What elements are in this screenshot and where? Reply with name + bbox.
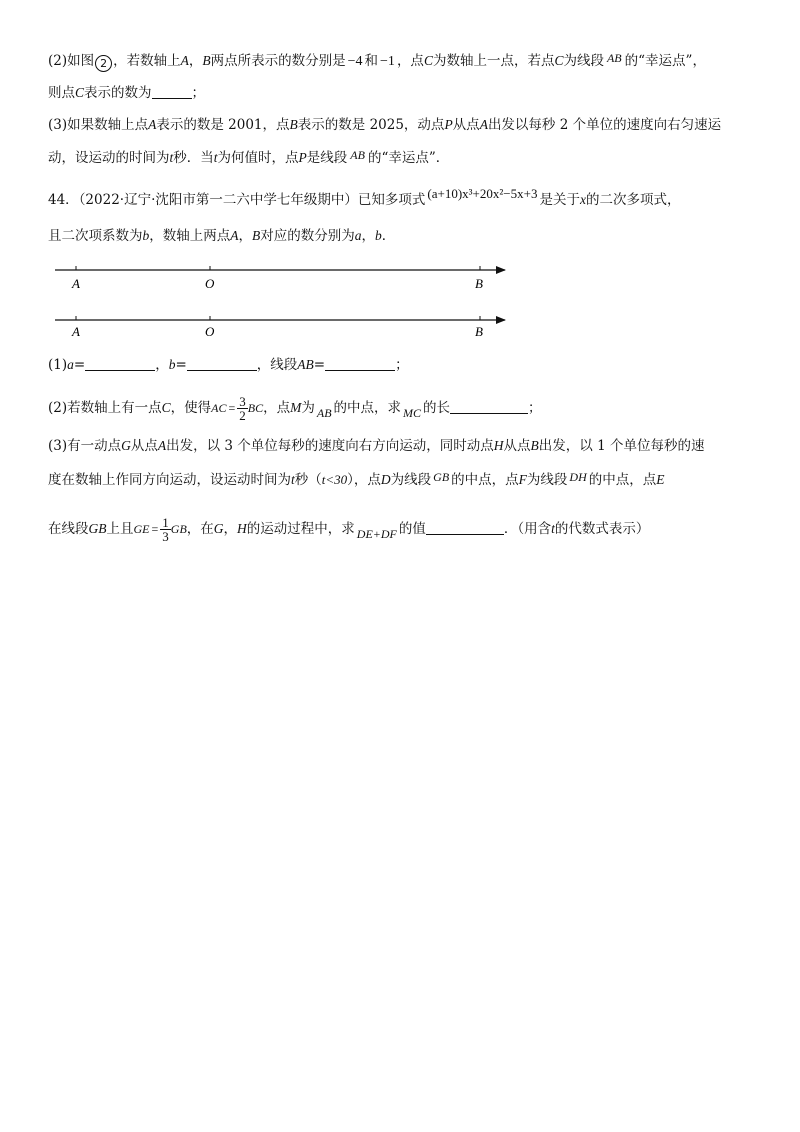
text: 为线段 <box>390 472 432 488</box>
text: 的长 <box>423 400 451 416</box>
text: 为线段 <box>563 53 604 69</box>
segment-ab: AB <box>316 406 332 420</box>
var-t: t <box>169 150 174 165</box>
var-b: B <box>530 438 539 453</box>
text: (2)如图 <box>48 53 95 69</box>
text: ，点 <box>396 53 424 69</box>
question-source: （2022·辽宁·沈阳市第一二六中学七年级期中） <box>78 192 358 208</box>
text: ，在 <box>186 521 214 537</box>
text: ； <box>191 85 206 101</box>
var-c: C <box>75 85 85 100</box>
segment-mc: MC <box>403 406 422 420</box>
expression-de-df: DE+DF <box>356 527 397 541</box>
var-m: M <box>290 400 302 415</box>
text: 动，设运动的时间为 <box>48 150 170 166</box>
text: 的“幸运点”． <box>367 150 450 166</box>
label-a: A <box>72 324 80 339</box>
text: 为 <box>301 400 315 416</box>
number-line-figure <box>0 0 800 360</box>
var-a: A <box>157 438 167 453</box>
segment-ab: AB <box>297 357 314 372</box>
text: 从点 <box>130 438 158 454</box>
var-b: B <box>252 228 261 243</box>
text: (3)如果数轴上点 <box>48 117 149 133</box>
var-b: B <box>202 53 211 68</box>
var-a: a <box>354 228 362 243</box>
var-x: x <box>579 192 586 207</box>
text: 对应的数分别为 <box>260 228 355 244</box>
text: 从点 <box>503 438 531 454</box>
var-h: H <box>493 438 504 453</box>
text: 从点 <box>452 117 480 133</box>
number-neg1: −1 <box>380 54 395 69</box>
var-d: D <box>380 472 391 487</box>
text: ， <box>155 357 169 373</box>
text: 的运动过程中，求 <box>246 521 355 537</box>
text: (3)有一动点 <box>48 438 122 454</box>
text: 表示的数是 2025，动点 <box>297 117 445 133</box>
circled-number: 2 <box>95 55 112 72</box>
text: 秒．当 <box>173 150 214 166</box>
text: 两点所表示的数分别是 <box>210 53 346 69</box>
text: 为线段 <box>526 472 568 488</box>
text: 出发以每秒 2 个单位的速度向右匀速运 <box>487 117 722 133</box>
label-o: O <box>205 324 215 339</box>
var-p: P <box>444 117 453 132</box>
q44-part3-line2 <box>48 468 665 489</box>
var-b: B <box>289 117 298 132</box>
text: 度在数轴上作同方向运动，设运动时间为 <box>48 472 291 488</box>
text: 的中点，点 <box>451 472 519 488</box>
text: ； <box>395 357 409 373</box>
var-a: A <box>479 117 488 132</box>
text: = <box>313 357 326 373</box>
text: ，线段 <box>256 357 298 373</box>
text: 表示的数为 <box>84 85 152 101</box>
text: 的“幸运点”， <box>624 53 706 69</box>
segment-dh: DH <box>569 470 587 484</box>
answer-blank-mc[interactable] <box>450 399 528 414</box>
q44-part2 <box>48 395 542 422</box>
fraction-1-3 <box>160 516 171 543</box>
segment-ab: AB <box>350 148 365 162</box>
text: 在线段 <box>48 521 89 537</box>
var-c: C <box>161 400 171 415</box>
numerator: 3 <box>239 394 246 409</box>
var-c: C <box>554 53 564 68</box>
text: 为何值时，点 <box>217 150 299 166</box>
polynomial: (a+10)x³+20x²−5x+3 <box>427 186 538 201</box>
text: 且二次项系数为 <box>48 228 143 244</box>
text: 的中点，求 <box>333 400 402 416</box>
denominator: 2 <box>239 408 246 423</box>
answer-blank-de-df[interactable] <box>426 520 504 535</box>
var-b: b <box>142 228 150 243</box>
text: = <box>73 357 86 373</box>
var-t: t <box>213 150 218 165</box>
label-o: O <box>205 276 215 291</box>
text: = <box>175 357 187 373</box>
var-f: F <box>518 472 527 487</box>
label-b: B <box>475 324 483 339</box>
text: 已知多项式 <box>357 192 426 208</box>
q44-part3-line1 <box>48 437 704 455</box>
text: 则点 <box>48 85 75 101</box>
var-e: E <box>656 472 665 487</box>
label-b: B <box>475 276 483 291</box>
text: ， <box>188 53 203 69</box>
var-b: b <box>168 357 176 372</box>
text: 的代数式表示） <box>554 521 650 537</box>
segment-gb: GB <box>433 470 450 484</box>
numerator: 1 <box>162 515 169 530</box>
label-a: A <box>72 276 80 291</box>
text: ， <box>223 521 238 537</box>
text: ），点 <box>347 472 381 488</box>
answer-blank-b[interactable] <box>187 356 257 371</box>
question-number: 44． <box>48 192 79 208</box>
number-line-2 <box>55 316 505 339</box>
segment-ac: AC <box>211 401 227 415</box>
var-c: C <box>423 53 433 68</box>
var-a: A <box>230 228 239 243</box>
text: ．（用含 <box>503 521 552 537</box>
var-a: a <box>67 357 74 372</box>
text: ； <box>528 400 542 416</box>
text: 上且 <box>106 521 134 537</box>
var-t: t <box>291 472 295 487</box>
var-a: A <box>148 117 157 132</box>
text: 的中点，点 <box>588 472 657 488</box>
text: 表示的数是 2001，点 <box>156 117 290 133</box>
text: 是线段 <box>306 150 348 166</box>
text: 出发，以 3 个单位每秒的速度向右方向运动，同时动点 <box>166 438 494 454</box>
text: 出发，以 1 个单位每秒的速 <box>538 438 705 454</box>
var-p: P <box>298 150 307 165</box>
equals: = <box>151 522 159 536</box>
var-a: A <box>180 53 189 68</box>
segment-gb: GB <box>88 521 107 536</box>
text: ，数轴上两点 <box>149 228 231 244</box>
fraction-3-2 <box>237 395 248 422</box>
segment-gb: GB <box>170 522 187 536</box>
q44-part3-line3 <box>48 516 649 543</box>
text: ． <box>381 228 396 244</box>
var-t: t <box>551 521 555 536</box>
text: 的二次多项式， <box>585 192 681 208</box>
number-neg4: −4 <box>347 54 363 69</box>
equals: = <box>228 401 236 415</box>
var-h: H <box>237 521 247 536</box>
text: ， <box>238 228 252 244</box>
text: 为数轴上一点，若点 <box>432 53 555 69</box>
number-line-1 <box>55 266 505 291</box>
text: 的值 <box>398 521 426 537</box>
var-g: G <box>121 438 131 453</box>
text: ，使得 <box>170 400 212 416</box>
text: 是关于 <box>539 192 580 208</box>
text: 和 <box>364 53 379 69</box>
condition-t: t<30 <box>321 472 348 487</box>
text: 秒（ <box>294 472 322 488</box>
denominator: 3 <box>162 529 169 544</box>
text: (1) <box>48 357 68 373</box>
text: ，点 <box>263 400 291 416</box>
text: (2)若数轴上有一点 <box>48 400 162 416</box>
answer-blank-a[interactable] <box>85 356 155 371</box>
segment-ab: AB <box>606 51 622 65</box>
text: ， <box>361 228 375 244</box>
answer-blank-ab[interactable] <box>325 356 395 371</box>
segment-bc: BC <box>247 401 264 415</box>
q44-part1 <box>48 356 409 374</box>
var-g: G <box>213 521 224 536</box>
segment-ge: GE <box>133 522 150 536</box>
var-b: b <box>375 228 382 243</box>
text: ，若数轴上 <box>113 53 181 69</box>
